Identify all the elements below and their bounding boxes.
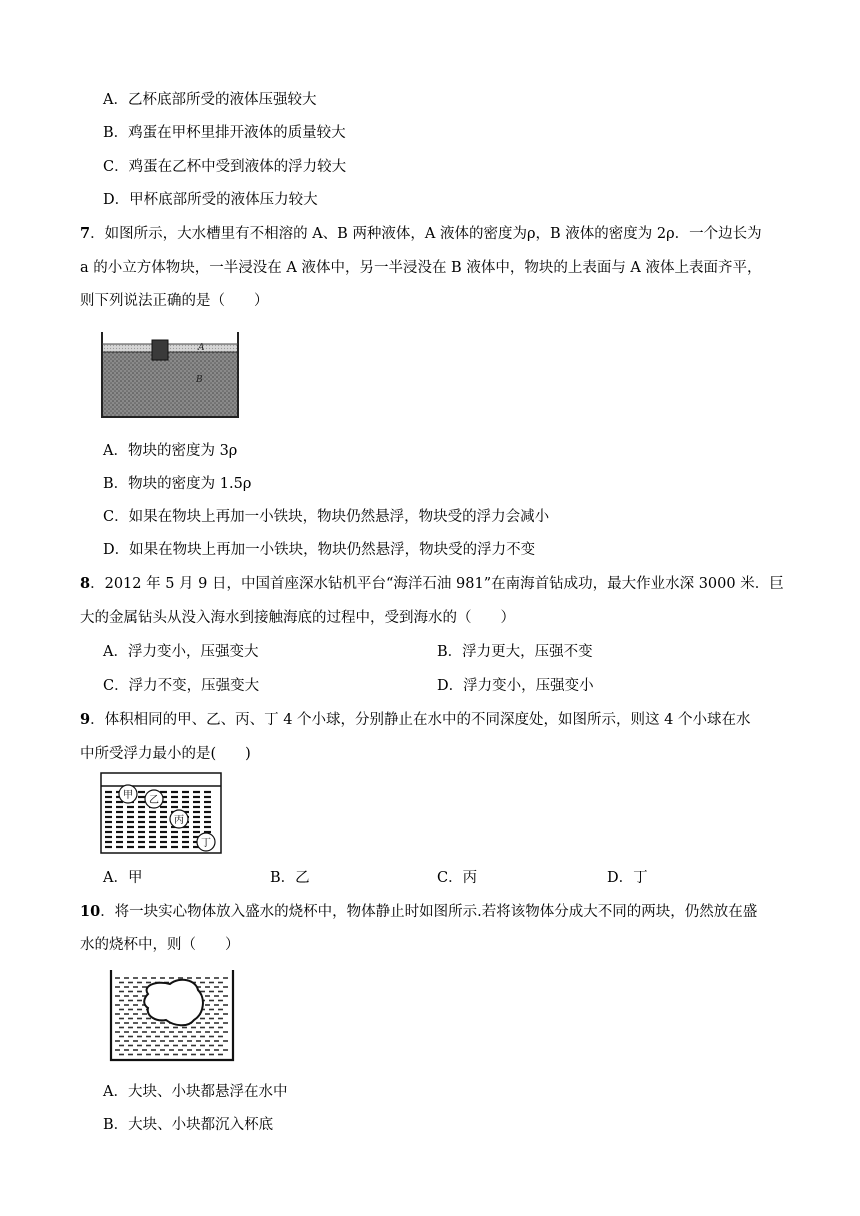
q6-option-d: D．甲杯底部所受的液体压力较大 bbox=[103, 192, 318, 208]
q8-option-a: A．浮力变小，压强变大 bbox=[103, 644, 259, 660]
svg-text:丙: 丙 bbox=[174, 815, 184, 826]
q7-figure-tank bbox=[100, 332, 240, 420]
q9-option-c: C．丙 bbox=[437, 870, 478, 886]
q7-stem-line1 bbox=[80, 224, 762, 244]
ball-yi bbox=[145, 790, 163, 808]
q7-option-c: C．如果在物块上再加一小铁块，物块仍然悬浮，物块受的浮力会减小 bbox=[103, 509, 550, 525]
q7-stem-line2: a 的小立方体物块，一半浸没在 A 液体中，另一半浸没在 B 液体中，物块的上表面与 A 液体上表面齐平， bbox=[80, 260, 762, 276]
q7-option-d: D．如果在物块上再加一小铁块，物块仍然悬浮，物块受的浮力不变 bbox=[103, 542, 536, 558]
q7-text-1: ．如图所示，大水槽里有不相溶的 A、B 两种液体，A 液体的密度为ρ，B 液体的密度为 2ρ．一个边长为 bbox=[90, 226, 762, 242]
q7-option-a: A．物块的密度为 3ρ bbox=[103, 443, 238, 459]
ball-jia bbox=[119, 785, 137, 803]
q10-option-b: B．大块、小块都沉入杯底 bbox=[103, 1117, 274, 1133]
ball-ding bbox=[197, 833, 215, 851]
cube-block bbox=[152, 340, 168, 360]
q9-option-a: A．甲 bbox=[103, 870, 143, 886]
q9-stem-line1 bbox=[80, 710, 750, 730]
q7-number: 7 bbox=[80, 225, 91, 242]
q8-text-1: ．2012 年 5 月 9 日，中国首座深水钻机平台“海洋石油 981”在南海首钻成功，最大作业水深 3000 米．巨 bbox=[90, 576, 784, 592]
q8-option-d: D．浮力变小，压强变小 bbox=[437, 678, 594, 694]
solid-object bbox=[144, 980, 203, 1026]
svg-text:丁: 丁 bbox=[201, 838, 211, 849]
q6-option-a: A．乙杯底部所受的液体压强较大 bbox=[103, 92, 317, 108]
q7-stem-line3: 则下列说法正确的是（ ） bbox=[80, 293, 269, 309]
q9-figure-balls bbox=[100, 772, 222, 854]
q10-text-1: ．将一块实心物体放入盛水的烧杯中，物体静止时如图所示.若将该物体分成大不同的两块，仍然放在盛 bbox=[100, 904, 758, 920]
svg-text:乙: 乙 bbox=[149, 795, 159, 806]
q10-stem-line2: 水的烧杯中，则（ ） bbox=[80, 937, 240, 953]
q9-option-d: D．丁 bbox=[607, 870, 648, 886]
q8-stem-line2: 大的金属钻头从没入海水到接触海底的过程中，受到海水的（ ） bbox=[80, 610, 515, 626]
svg-text:甲: 甲 bbox=[123, 790, 133, 801]
q9-text-1: ．体积相同的甲、乙、丙、丁 4 个小球，分别静止在水中的不同深度处，如图所示，则这 4 个小球在水 bbox=[90, 712, 751, 728]
q10-number: 10 bbox=[80, 903, 101, 920]
label-b: B bbox=[196, 375, 203, 385]
q9-option-b: B．乙 bbox=[270, 870, 310, 886]
q9-number: 9 bbox=[80, 711, 91, 728]
q6-option-b: B．鸡蛋在甲杯里排开液体的质量较大 bbox=[103, 125, 346, 141]
q8-stem-line1 bbox=[80, 574, 784, 594]
q9-stem-line2: 中所受浮力最小的是( ) bbox=[80, 746, 251, 762]
q10-option-a: A．大块、小块都悬浮在水中 bbox=[103, 1084, 288, 1100]
q7-option-b: B．物块的密度为 1.5ρ bbox=[103, 476, 252, 492]
q6-option-c: C．鸡蛋在乙杯中受到液体的浮力较大 bbox=[103, 159, 347, 175]
q8-option-b: B．浮力更大，压强不变 bbox=[437, 644, 593, 660]
q8-option-c: C．浮力不变，压强变大 bbox=[103, 678, 260, 694]
ball-bing bbox=[170, 810, 188, 828]
label-a: A bbox=[198, 343, 205, 353]
q10-figure-beaker bbox=[108, 968, 236, 1064]
q10-stem-line1 bbox=[80, 902, 757, 922]
q8-number: 8 bbox=[80, 575, 91, 592]
